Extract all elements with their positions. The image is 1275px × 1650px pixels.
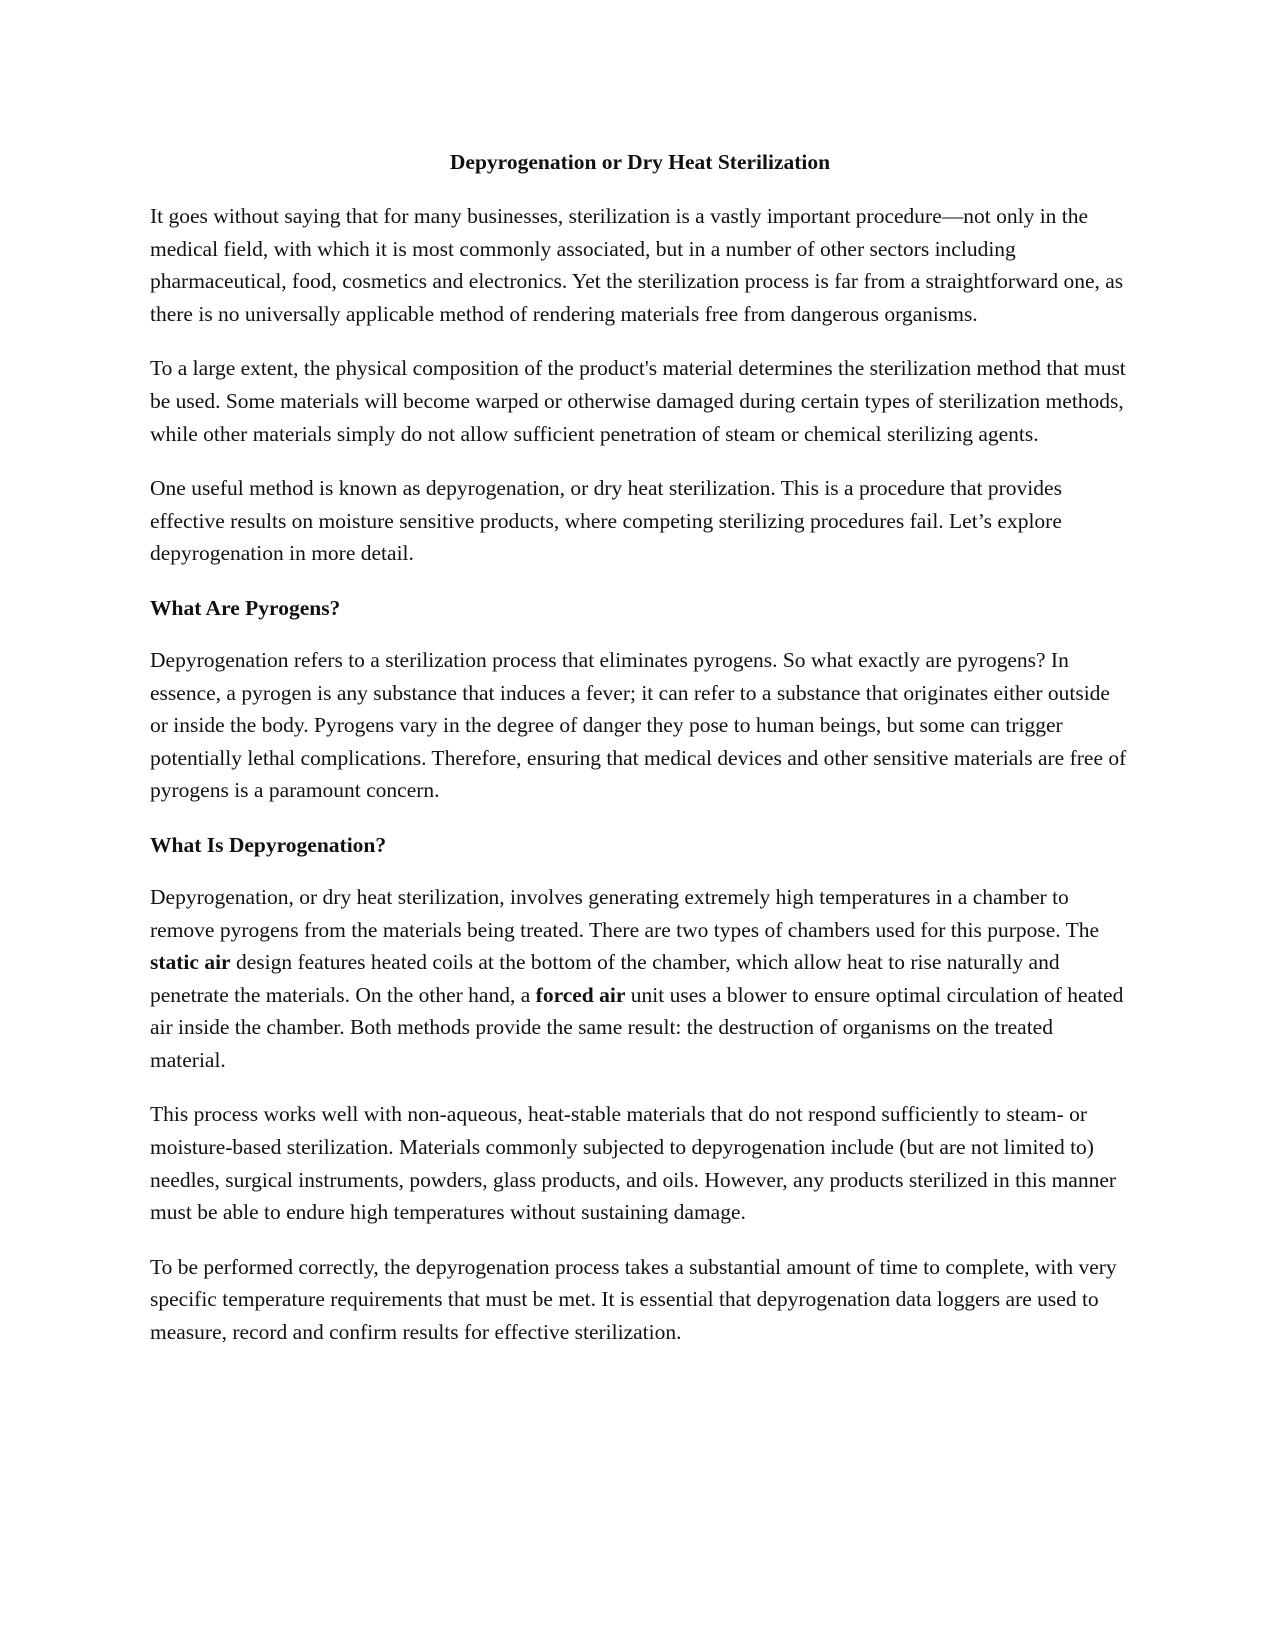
materials-paragraph: This process works well with non-aqueous, heat-stable materials that do not respond sufficiently to steam- or moisture-based sterilization. Materials commonly subjected to depyrogenation include (but are not limited to) needles, surgical instruments, powders, glass products, and oils. However, any products sterilized in this manner must be able to endure high temperatures without sustaining damage. xyxy=(150,1102,1117,1225)
intro-paragraph: It goes without saying that for many businesses, sterilization is a vastly important procedure—not only in the medical field, with which it is most commonly associated, but in a number of other sectors including pharmaceutical, food, cosmetics and electronics. Yet the sterilization process is far from a straightforward one, as there is no universally applicable method of rendering materials free from dangerous organisms. xyxy=(150,204,1124,326)
chambers-text-2: design features heated coils at the bottom of the chamber, which allow heat to rise naturally and penetrate the materials. On the other hand, a xyxy=(150,950,1060,1007)
heading-what-is-depyrogenation: What Is Depyrogenation? xyxy=(150,832,387,857)
heading-what-are-pyrogens: What Are Pyrogens? xyxy=(150,595,341,620)
document-body xyxy=(150,146,1130,1371)
composition-paragraph: To a large extent, the physical composition of the product's material determines the sterilization method that must be used. Some materials will become warped or otherwise damaged during certain types of sterilization methods, while other materials simply do not allow sufficient penetration of steam or chemical sterilizing agents. xyxy=(150,356,1126,446)
pyrogens-paragraph: Depyrogenation refers to a sterilization process that eliminates pyrogens. So what exactly are pyrogens? In essence, a pyrogen is any substance that induces a fever; it can refer to a substance that originates either outside or inside the body. Pyrogens vary in the degree of danger they pose to human beings, but some can trigger potentially lethal complications. Therefore, ensuring that medical devices and other sensitive materials are free of pyrogens is a paramount concern. xyxy=(150,647,1127,803)
method-paragraph: One useful method is known as depyrogenation, or dry heat sterilization. This is a procedure that provides effective results on moisture sensitive products, where competing sterilizing procedures fail. Let’s explore depyrogenation in more detail. xyxy=(150,476,1062,566)
forced-air-term: forced air xyxy=(535,982,626,1007)
document-title: Depyrogenation or Dry Heat Sterilization xyxy=(449,150,831,174)
chambers-paragraph xyxy=(150,881,1130,1077)
chambers-text-1: Depyrogenation, or dry heat sterilization, involves generating extremely high temperatures in a chamber to remove pyrogens from the materials being treated. There are two types of chambers used for this purpose. The xyxy=(150,884,1100,942)
conclusion-paragraph: To be performed correctly, the depyrogenation process takes a substantial amount of time to complete, with very specific temperature requirements that must be met. It is essential that depyrogenation data loggers are used to measure, record and confirm results for effective sterilization. xyxy=(150,1254,1117,1345)
static-air-term: static air xyxy=(150,950,231,975)
chambers-text-3: unit uses a blower to ensure optimal circulation of heated air inside the chamber. Both methods provide the same result: the destruction of organisms on the treated material. xyxy=(150,982,1124,1072)
